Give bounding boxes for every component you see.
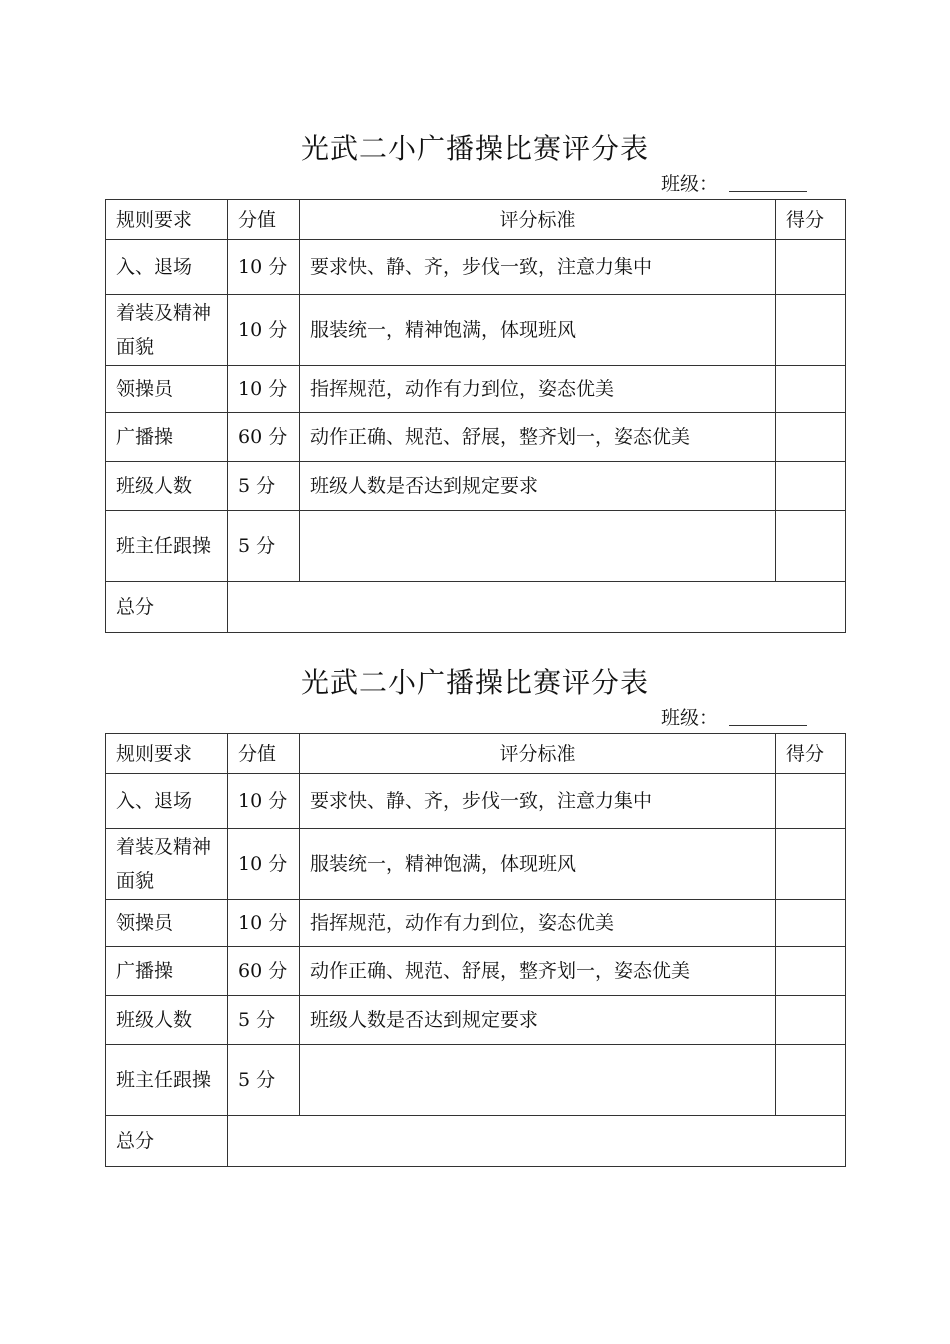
- earned-cell[interactable]: [776, 240, 846, 295]
- rule-cell: 广播操: [106, 413, 228, 462]
- score-table: [105, 199, 846, 633]
- earned-cell[interactable]: [776, 996, 846, 1045]
- earned-cell[interactable]: [776, 900, 846, 947]
- score-cell: 10 分: [228, 240, 300, 295]
- score-cell: 60 分: [228, 947, 300, 996]
- earned-cell[interactable]: [776, 295, 846, 366]
- header-score: 分值: [228, 200, 300, 240]
- rule-cell: 着装及精神面貌: [106, 829, 228, 900]
- form-title: 光武二小广播操比赛评分表: [300, 666, 649, 699]
- table-row: [106, 774, 846, 829]
- table-header-row: [106, 734, 846, 774]
- table-row: [106, 462, 846, 511]
- header-score: 分值: [228, 734, 300, 774]
- table-row: [106, 1045, 846, 1116]
- class-label: 班级：: [661, 173, 719, 195]
- header-rule: 规则要求: [106, 734, 228, 774]
- score-cell: 5 分: [228, 511, 300, 582]
- class-blank-field[interactable]: [729, 725, 807, 726]
- criteria-cell: 动作正确、规范、舒展，整齐划一，姿态优美: [300, 947, 776, 996]
- criteria-cell: 服装统一，精神饱满，体现班风: [300, 829, 776, 900]
- total-value-cell[interactable]: [228, 582, 846, 633]
- total-label: 总分: [106, 1116, 228, 1167]
- table-header-row: [106, 200, 846, 240]
- rule-cell: 着装及精神面貌: [106, 295, 228, 366]
- table-row: [106, 413, 846, 462]
- header-earned: 得分: [776, 200, 846, 240]
- criteria-cell: [300, 1045, 776, 1116]
- rule-cell: 班主任跟操: [106, 1045, 228, 1116]
- table-row: [106, 240, 846, 295]
- score-cell: 10 分: [228, 774, 300, 829]
- score-cell: 5 分: [228, 1045, 300, 1116]
- score-cell: 10 分: [228, 366, 300, 413]
- score-cell: 5 分: [228, 996, 300, 1045]
- header-rule: 规则要求: [106, 200, 228, 240]
- earned-cell[interactable]: [776, 947, 846, 996]
- earned-cell[interactable]: [776, 829, 846, 900]
- criteria-cell: 班级人数是否达到规定要求: [300, 462, 776, 511]
- total-label: 总分: [106, 582, 228, 633]
- score-form-1: [105, 128, 845, 633]
- rule-cell: 班级人数: [106, 996, 228, 1045]
- earned-cell[interactable]: [776, 366, 846, 413]
- criteria-cell: [300, 511, 776, 582]
- earned-cell[interactable]: [776, 1045, 846, 1116]
- table-row: [106, 511, 846, 582]
- total-value-cell[interactable]: [228, 1116, 846, 1167]
- criteria-cell: 服装统一，精神饱满，体现班风: [300, 295, 776, 366]
- rule-cell: 入、退场: [106, 774, 228, 829]
- total-row: [106, 582, 846, 633]
- table-row: [106, 900, 846, 947]
- table-row: [106, 295, 846, 366]
- table-row: [106, 947, 846, 996]
- criteria-cell: 班级人数是否达到规定要求: [300, 996, 776, 1045]
- score-table: [105, 733, 846, 1167]
- total-row: [106, 1116, 846, 1167]
- header-criteria: 评分标准: [300, 200, 776, 240]
- rule-cell: 领操员: [106, 366, 228, 413]
- rule-cell: 广播操: [106, 947, 228, 996]
- earned-cell[interactable]: [776, 774, 846, 829]
- rule-cell: 班级人数: [106, 462, 228, 511]
- criteria-cell: 要求快、静、齐，步伐一致，注意力集中: [300, 240, 776, 295]
- score-cell: 10 分: [228, 900, 300, 947]
- earned-cell[interactable]: [776, 462, 846, 511]
- table-row: [106, 829, 846, 900]
- rule-cell: 班主任跟操: [106, 511, 228, 582]
- score-cell: 10 分: [228, 829, 300, 900]
- criteria-cell: 指挥规范，动作有力到位，姿态优美: [300, 900, 776, 947]
- table-row: [106, 366, 846, 413]
- form-title: 光武二小广播操比赛评分表: [300, 132, 649, 165]
- score-cell: 5 分: [228, 462, 300, 511]
- class-blank-field[interactable]: [729, 191, 807, 192]
- score-form-2: [105, 662, 845, 1167]
- criteria-cell: 指挥规范，动作有力到位，姿态优美: [300, 366, 776, 413]
- header-earned: 得分: [776, 734, 846, 774]
- score-cell: 10 分: [228, 295, 300, 366]
- class-line: [105, 704, 845, 733]
- earned-cell[interactable]: [776, 413, 846, 462]
- score-cell: 60 分: [228, 413, 300, 462]
- rule-cell: 领操员: [106, 900, 228, 947]
- criteria-cell: 动作正确、规范、舒展，整齐划一，姿态优美: [300, 413, 776, 462]
- earned-cell[interactable]: [776, 511, 846, 582]
- table-row: [106, 996, 846, 1045]
- class-label: 班级：: [661, 707, 719, 729]
- class-line: [105, 170, 845, 199]
- rule-cell: 入、退场: [106, 240, 228, 295]
- criteria-cell: 要求快、静、齐，步伐一致，注意力集中: [300, 774, 776, 829]
- header-criteria: 评分标准: [300, 734, 776, 774]
